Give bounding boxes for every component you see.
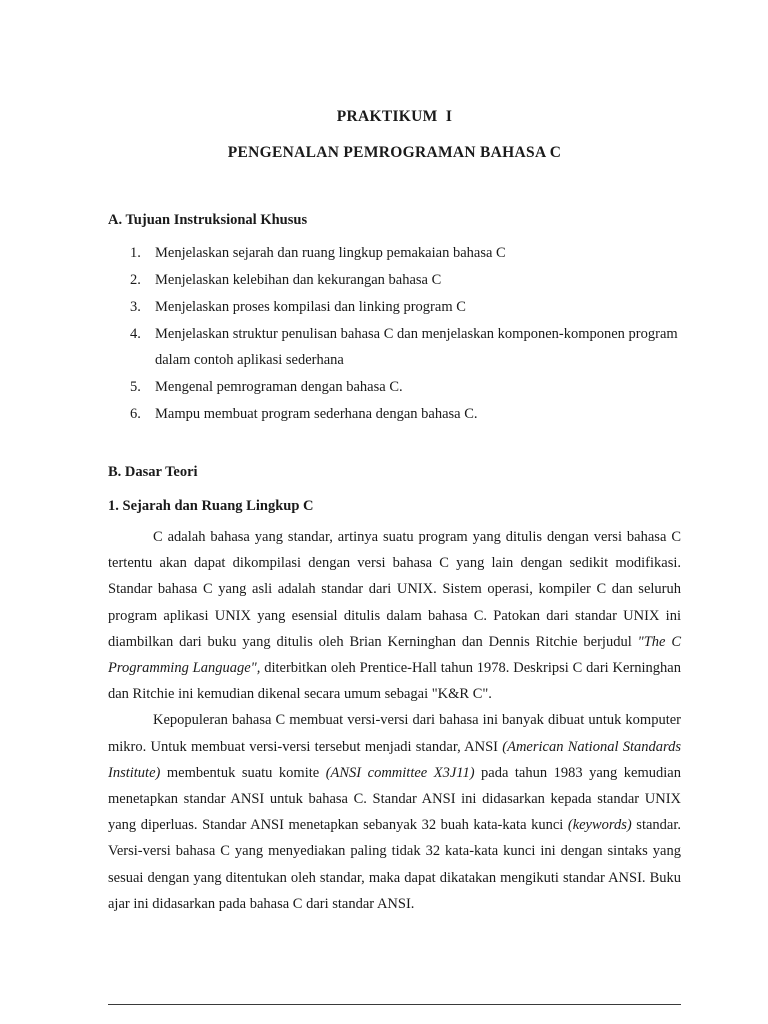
keywords-emphasis: (keywords) bbox=[567, 817, 632, 834]
list-item bbox=[108, 294, 681, 320]
list-item bbox=[108, 240, 681, 266]
list-item-number: 6. bbox=[130, 406, 141, 422]
paragraph-text: Kepopuleran bahasa C membuat versi-versi dari bahasa ini banyak dibuat untuk komputer mikro. Untuk membuat versi-versi tersebut menjadi standar, ANSI bbox=[108, 712, 681, 755]
ansi-committee-emphasis: (ANSI committee X3J11) bbox=[325, 764, 475, 781]
list-item-label: Mengenal pemrograman dengan bahasa C. bbox=[155, 379, 403, 395]
footer-divider bbox=[108, 1004, 681, 1005]
paragraph-text: pada tahun 1983 yang kemudian menetapkan standar ANSI untuk bahasa C. Standar ANSI ini didasarkan kepada standar UNIX yang diperluas. Standar ANSI menetapkan sebanyak 32 buah kata-kata kunci bbox=[108, 764, 681, 834]
list-item bbox=[108, 401, 681, 427]
section-a-heading: A. Tujuan Instruksional Khusus bbox=[108, 212, 308, 228]
list-item-label: Menjelaskan struktur penulisan bahasa C dan menjelaskan komponen-komponen program dalam contoh aplikasi sederhana bbox=[155, 326, 678, 368]
paragraph-text: standar. Versi-versi bahasa C yang menyediakan paling tidak 32 kata-kata kunci ini dengan sintaks yang sesuai dengan yang ditentukan oleh standar, maka dapat dikatakan mengikuti standar ANSI. Buku ajar ini didasarkan pada bahasa C dari standar ANSI. bbox=[108, 817, 681, 912]
list-item bbox=[108, 374, 681, 400]
list-item-label: Menjelaskan kelebihan dan kekurangan bahasa C bbox=[155, 272, 442, 288]
section-b-subheading: 1. Sejarah dan Ruang Lingkup C bbox=[108, 498, 314, 514]
objectives-list bbox=[108, 240, 681, 427]
list-item-number: 2. bbox=[130, 272, 141, 288]
title-block bbox=[108, 104, 681, 166]
paragraph-sejarah-2 bbox=[108, 707, 681, 917]
ansi-expansion-emphasis: (American National Standards Institute) bbox=[108, 738, 682, 781]
list-item-label: Mampu membuat program sederhana dengan bahasa C. bbox=[155, 406, 478, 422]
list-item-number: 1. bbox=[130, 245, 141, 261]
list-item-label: Menjelaskan proses kompilasi dan linking program C bbox=[155, 299, 466, 315]
book-title-emphasis: "The C Programming Language", bbox=[108, 633, 681, 677]
paragraph-sejarah-1 bbox=[108, 524, 681, 707]
section-b-heading: B. Dasar Teori bbox=[108, 464, 198, 480]
list-item bbox=[108, 321, 681, 373]
list-item-number: 3. bbox=[130, 299, 141, 315]
paragraph-text: C adalah bahasa yang standar, artinya suatu program yang ditulis dengan versi bahasa C tertentu akan dapat dikompilasi dengan versi bahasa C yang lain dengan sedikit modifikasi. Standar bahasa C yang asli adalah standar dari UNIX. Sistem operasi, kompiler C dan seluruh program aplikasi UNIX yang esensial ditulis dalam bahasa C. Patokan dari standar UNIX ini diambilkan dari buku yang ditulis oleh Brian Kerninghan dan Dennis Ritchie berjudul bbox=[108, 529, 681, 650]
paragraph-text: membentuk suatu komite bbox=[160, 764, 326, 781]
document-title: PRAKTIKUM I bbox=[336, 108, 453, 125]
list-item-label: Menjelaskan sejarah dan ruang lingkup pemakaian bahasa C bbox=[155, 245, 506, 261]
document-subtitle: PENGENALAN PEMROGRAMAN BAHASA C bbox=[227, 144, 562, 161]
list-item-number: 5. bbox=[130, 379, 141, 395]
document-content bbox=[108, 104, 681, 917]
list-item-number: 4. bbox=[130, 326, 141, 342]
paragraph-text: diterbitkan oleh Prentice-Hall tahun 1978. Deskripsi C dari Kerninghan dan Ritchie ini kemudian dikenal secara umum sebagai "K&R C". bbox=[108, 660, 681, 703]
list-item bbox=[108, 267, 681, 293]
